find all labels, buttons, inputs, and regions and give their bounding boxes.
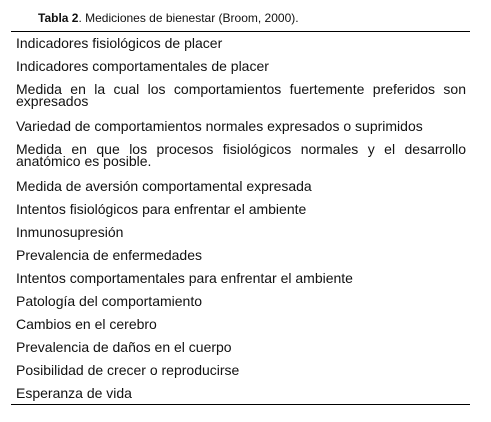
table-row: Patología del comportamiento: [16, 293, 202, 309]
table-row: Intentos comportamentales para enfrentar el ambiente: [16, 270, 353, 286]
welfare-measures-table: [16, 34, 466, 407]
table-row: Cambios en el cerebro: [16, 316, 157, 332]
table-top-rule: [11, 31, 470, 32]
table-row: Intentos fisiológicos para enfrentar el ambiente: [16, 201, 307, 217]
table-caption-label: Tabla 2: [38, 11, 79, 25]
table-row: Medida de aversión comportamental expresada: [16, 178, 312, 194]
table-row: Posibilidad de crecer o reproducirse: [16, 362, 240, 378]
table-row: Variedad de comportamientos normales expresados o suprimidos: [16, 118, 423, 134]
table-row: Esperanza de vida: [16, 385, 132, 401]
table-row: Indicadores fisiológicos de placer: [16, 35, 223, 51]
table-caption-text: . Mediciones de bienestar (Broom, 2000).: [78, 11, 299, 25]
table-row: Medida en que los procesos fisiológicos normales y el desarrollo anatómico es posible.: [16, 141, 466, 169]
table-caption: [38, 11, 299, 25]
table-bottom-rule: [11, 404, 470, 405]
table-row: Medida en la cual los comportamientos fuertemente preferidos son expresados: [16, 81, 466, 109]
table-row: Indicadores comportamentales de placer: [16, 58, 269, 74]
table-row: Inmunosupresión: [16, 224, 124, 240]
table-row: Prevalencia de daños en el cuerpo: [16, 339, 232, 355]
table-row: Prevalencia de enfermedades: [16, 247, 203, 263]
